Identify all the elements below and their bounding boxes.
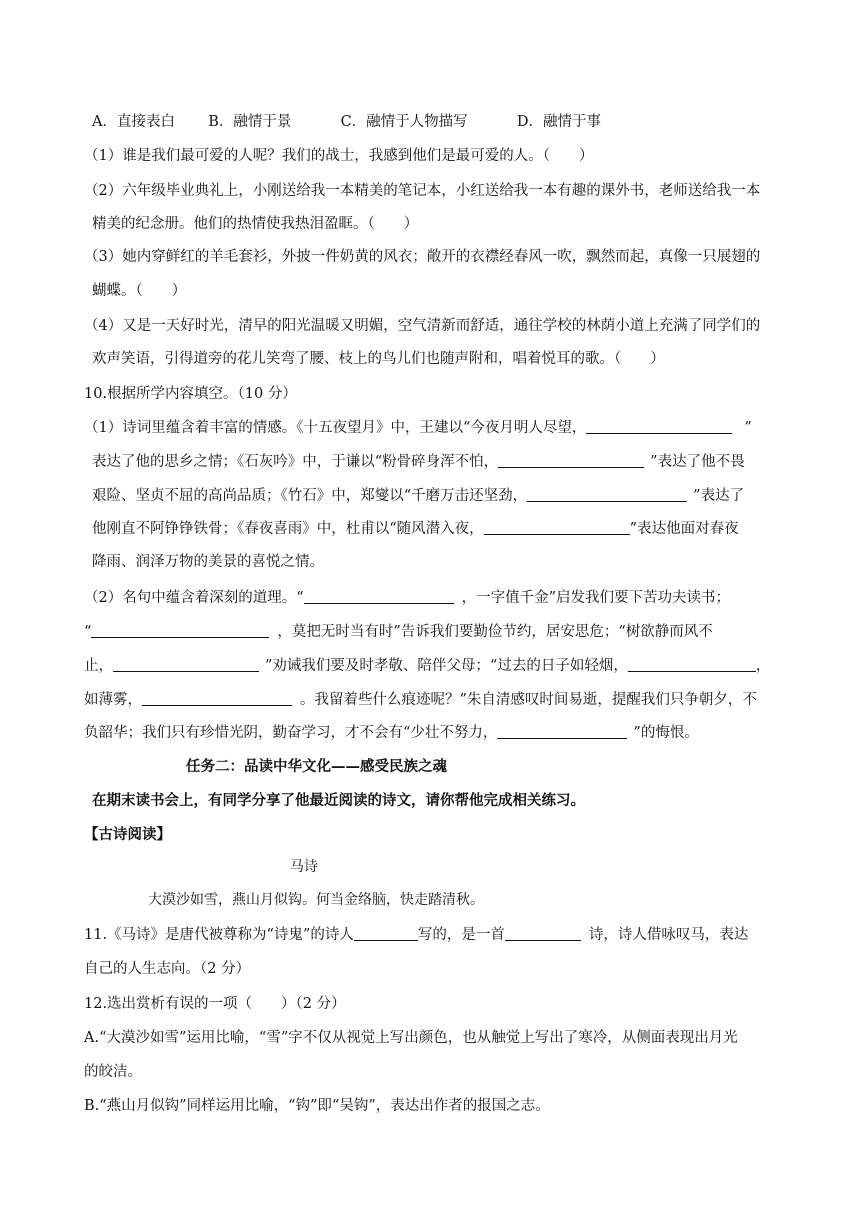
fill-blank[interactable] xyxy=(91,622,269,638)
q11-text: 诗，诗人借咏叹马，表达 xyxy=(588,927,749,943)
q10-p2-text: 。我留着些什么痕迹呢？”朱自清感叹时间易逝，提醒我们只争朝夕，不 xyxy=(300,692,757,708)
q10-p1-text: 表达了他的思乡之情；《石灰吟》中，于谦以“粉骨碎身浑不怕， xyxy=(92,454,499,470)
q9-item-3-line1: （3）她内穿鲜红的羊毛套衫，外披一件奶黄的风衣；敞开的衣襟经春风一吹，飘然而起，真像一只展翅的 xyxy=(84,249,761,265)
q10-p2-line1 xyxy=(84,588,730,608)
fill-blank[interactable] xyxy=(498,452,644,468)
option-c: C．融情于人物描写 xyxy=(340,114,468,130)
q10-p1-line2 xyxy=(92,452,745,472)
q10-p2-text: （2）名句中蕴含着深刻的道理。“ xyxy=(84,590,304,606)
q11-line1 xyxy=(84,925,748,945)
q9-item-1: （1）谁是我们最可爱的人呢？我们的战士，我感到他们是最可爱的人。（ ） xyxy=(84,148,594,164)
q10-p2-text: ，一字值千金”启发我们要下苦功夫读书； xyxy=(461,590,731,606)
q10-p2-text: ”劝诫我们要及时孝敬、陪伴父母；“过去的日子如轻烟， xyxy=(265,658,628,674)
option-b: B．融情于景 xyxy=(208,114,292,130)
fill-blank[interactable] xyxy=(586,418,732,434)
option-row xyxy=(92,112,601,132)
fill-blank[interactable] xyxy=(505,925,581,941)
q10-p1-text: ”表达了他不畏 xyxy=(650,454,745,470)
fill-blank[interactable] xyxy=(354,925,418,941)
q10-p2-line2 xyxy=(84,622,713,642)
fill-blank[interactable] xyxy=(628,656,756,672)
option-a: A．直接表白 xyxy=(92,114,175,130)
q10-p1-line3 xyxy=(92,486,744,506)
q10-p2-text: 止， xyxy=(84,658,113,674)
q9-item-2-line1: （2）六年级毕业典礼上，小刚送给我一本精美的笔记本，小红送给我一本有趣的课外书，老师送给我一本 xyxy=(84,183,761,199)
q10-p2-line5 xyxy=(84,723,699,743)
option-d: D．融情于事 xyxy=(516,114,602,130)
q12-option-b: B.“燕山月似钩”同样运用比喻，“钩”即“吴钩”，表达出作者的报国之志。 xyxy=(84,1098,550,1114)
q11-text: 写的，是一首 xyxy=(417,927,505,943)
q10-p2-text: ，莫把无时当有时”告诉我们要勤俭节约，居安思危；“树欲静而风不 xyxy=(277,624,713,640)
task2-title: 任务二：品读中华文化——感受民族之魂 xyxy=(186,759,447,775)
section-heading: 【古诗阅读】 xyxy=(84,827,171,843)
q9-item-4-line2: 欢声笑语，引得道旁的花儿笑弯了腰、枝上的鸟儿们也随声附和，唱着悦耳的歌。（ ） xyxy=(92,351,665,367)
fill-blank[interactable] xyxy=(304,588,454,604)
q10-p2-text: 如薄雾， xyxy=(84,692,142,708)
q10-p1-text: （1）诗词里蕴含着丰富的情感。《十五夜望月》中，王建以“今夜月明人尽望， xyxy=(84,420,587,436)
q10-p1-line5: 降雨、润泽万物的美景的喜悦之情。 xyxy=(92,554,324,570)
poem-title: 马诗 xyxy=(290,859,318,875)
q10-p1-text: ”表达他面对春夜 xyxy=(629,521,739,537)
q12-title: 12.选出赏析有误的一项（ ）（2 分） xyxy=(84,996,346,1012)
q11-text: 11.《马诗》是唐代被尊称为“诗鬼”的诗人 xyxy=(84,927,354,943)
q9-item-2-line2: 精美的纪念册。他们的热情使我热泪盈眶。（ ） xyxy=(92,216,419,232)
fill-blank[interactable] xyxy=(484,519,630,535)
q12-option-a-line2: 的皎洁。 xyxy=(84,1064,142,1080)
q10-p2-text: ， xyxy=(755,658,771,674)
q10-p2-text: ”的悔恨。 xyxy=(633,725,699,741)
q10-p1-text: ” xyxy=(744,420,752,436)
q9-item-3-line2: 蝴蝶。（ ） xyxy=(92,283,187,299)
q12-option-a-line1: A.“大漠沙如雪”运用比喻，“雪”字不仅从视觉上写出颜色，也从触觉上写出了寒冷，从侧面表现出月光 xyxy=(84,1030,738,1046)
q10-p2-line3 xyxy=(84,656,770,676)
q10-p1-text: ”表达了 xyxy=(693,488,745,504)
q9-item-4-line1: （4）又是一天好时光，清早的阳光温暖又明媚，空气清新而舒适，通往学校的林荫小道上充满了同学们的 xyxy=(84,318,761,334)
q10-p2-text: 负韶华；我们只有珍惜光阴，勤奋学习，才不会有“少壮不努力， xyxy=(84,725,498,741)
q10-p2-text: “ xyxy=(84,624,92,640)
q10-p1-text: 他刚直不阿铮铮铁骨；《春夜喜雨》中，杜甫以“随风潜入夜， xyxy=(92,521,484,537)
task2-intro: 在期末读书会上，有同学分享了他最近阅读的诗文，请你帮他完成相关练习。 xyxy=(92,793,585,809)
q10-p1-line4 xyxy=(92,519,739,539)
q10-title: 10.根据所学内容填空。（10 分） xyxy=(84,386,297,402)
q10-p2-line4 xyxy=(84,690,757,710)
q10-p1-line1 xyxy=(84,418,752,438)
fill-blank[interactable] xyxy=(142,690,292,706)
fill-blank[interactable] xyxy=(497,723,627,739)
q11-line2: 自己的人生志向。（2 分） xyxy=(84,961,251,977)
fill-blank[interactable] xyxy=(527,486,687,502)
fill-blank[interactable] xyxy=(113,656,259,672)
q10-p1-text: 艰险、坚贞不屈的高尚品质；《竹石》中，郑燮以“千磨万击还坚劲， xyxy=(92,488,528,504)
poem-body: 大漠沙如雪，燕山月似钩。何当金络脑，快走踏清秋。 xyxy=(148,892,484,908)
